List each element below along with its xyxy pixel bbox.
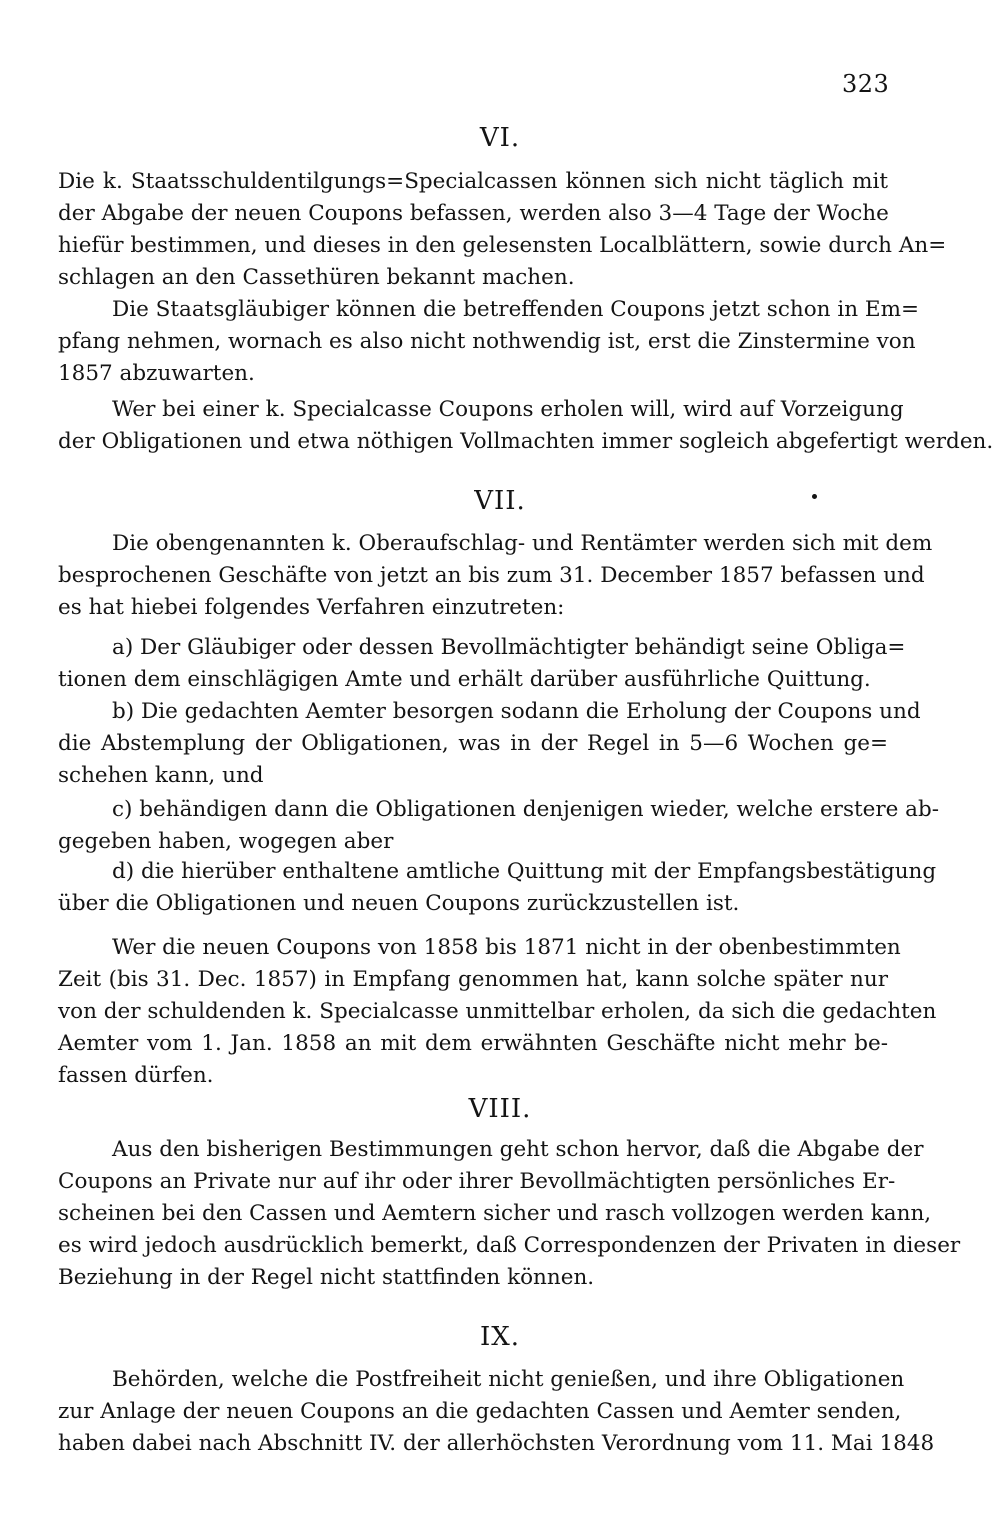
text-line: der Abgabe der neuen Coupons befassen, werden also 3—4 Tage der Woche bbox=[58, 201, 889, 226]
list-item-d: d) die hierüber enthaltene amtliche Quittung mit der Empfangsbestätigung bbox=[112, 859, 937, 884]
text-line: besprochenen Geschäfte von jetzt an bis zum 31. December 1857 befassen und bbox=[58, 563, 925, 588]
text-line: schlagen an den Cassethüren bekannt machen. bbox=[58, 265, 575, 290]
text-line: Behörden, welche die Postfreiheit nicht genießen, und ihre Obligationen bbox=[112, 1367, 905, 1392]
text-line: der Obligationen und etwa nöthigen Vollmachten immer sogleich abgefertigt werden. bbox=[58, 429, 994, 454]
text-line: es wird jedoch ausdrücklich bemerkt, daß Correspondenzen der Privaten in dieser bbox=[58, 1233, 961, 1258]
section-heading-ix: IX. bbox=[479, 1322, 521, 1352]
text-line: es hat hiebei folgendes Verfahren einzutreten: bbox=[58, 595, 565, 620]
text-line: tionen dem einschlägigen Amte und erhält darüber ausführliche Quittung. bbox=[58, 667, 871, 692]
text-line: fassen dürfen. bbox=[58, 1063, 214, 1088]
text-line: Die obengenannten k. Oberaufschlag- und Rentämter werden sich mit dem bbox=[112, 531, 933, 556]
text-line: pfang nehmen, wornach es also nicht nothwendig ist, erst die Zinstermine von bbox=[58, 329, 916, 354]
text-line: haben dabei nach Abschnitt IV. der allerhöchsten Verordnung vom 11. Mai 1848 bbox=[58, 1431, 935, 1456]
text-line: Aemter vom 1. Jan. 1858 an mit dem erwähnten Geschäfte nicht mehr be- bbox=[58, 1031, 888, 1056]
text-line: Aus den bisherigen Bestimmungen geht schon hervor, daß die Abgabe der bbox=[112, 1137, 924, 1162]
text-line: Beziehung in der Regel nicht stattfinden können. bbox=[58, 1265, 595, 1290]
text-line: Coupons an Private nur auf ihr oder ihrer Bevollmächtigten persönliches Er- bbox=[58, 1169, 896, 1194]
text-line: Die Staatsgläubiger können die betreffenden Coupons jetzt schon in Em= bbox=[112, 297, 919, 322]
page-number: 323 bbox=[842, 70, 890, 98]
text-line: 1857 abzuwarten. bbox=[58, 361, 255, 386]
text-line: Wer bei einer k. Specialcasse Coupons erholen will, wird auf Vorzeigung bbox=[112, 397, 904, 422]
section-heading-viii: VIII. bbox=[468, 1094, 532, 1124]
text-line: scheinen bei den Cassen und Aemtern sicher und rasch vollzogen werden kann, bbox=[58, 1201, 932, 1226]
text-line: von der schuldenden k. Specialcasse unmittelbar erholen, da sich die gedachten bbox=[58, 999, 937, 1024]
list-item-a: a) Der Gläubiger oder dessen Bevollmächtigter behändigt seine Obliga= bbox=[112, 635, 906, 660]
text-line: gegeben haben, wogegen aber bbox=[58, 829, 394, 854]
text-line: Zeit (bis 31. Dec. 1857) in Empfang genommen hat, kann solche später nur bbox=[58, 967, 888, 992]
list-item-b: b) Die gedachten Aemter besorgen sodann die Erholung der Coupons und bbox=[112, 699, 921, 724]
list-item-c: c) behändigen dann die Obligationen denjenigen wieder, welche erstere ab- bbox=[112, 797, 940, 822]
text-line: über die Obligationen und neuen Coupons zurückzustellen ist. bbox=[58, 891, 740, 916]
text-line: schehen kann, und bbox=[58, 763, 264, 788]
text-line: Die k. Staatsschuldentilgungs=Specialcassen können sich nicht täglich mit bbox=[58, 169, 888, 194]
section-heading-vi: VI. bbox=[479, 123, 521, 153]
stray-dot-mark bbox=[812, 494, 817, 499]
section-heading-vii: VII. bbox=[474, 486, 526, 516]
text-line: zur Anlage der neuen Coupons an die gedachten Cassen und Aemter senden, bbox=[58, 1399, 902, 1424]
text-line: die Abstemplung der Obligationen, was in der Regel in 5—6 Wochen ge= bbox=[58, 731, 888, 756]
text-line: Wer die neuen Coupons von 1858 bis 1871 nicht in der obenbestimmten bbox=[112, 935, 901, 960]
text-line: hiefür bestimmen, und dieses in den gelesensten Localblättern, sowie durch An= bbox=[58, 233, 947, 258]
